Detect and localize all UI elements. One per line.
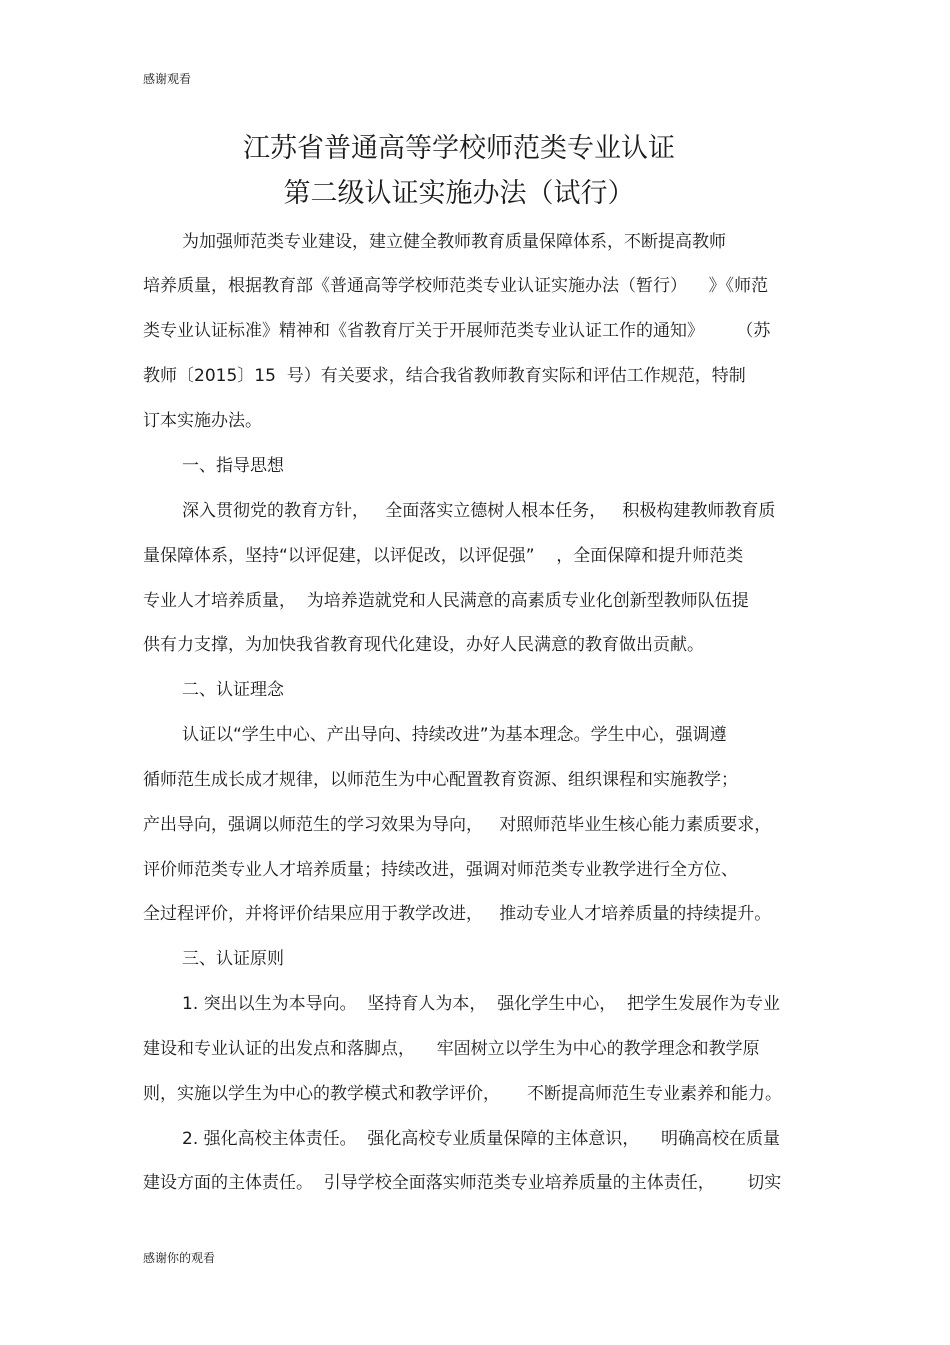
paragraph-line: 为加强师范类专业建设，建立健全教师教育质量保障体系，不断提高教师 <box>182 232 726 252</box>
paragraph-line: 循师范生成长成才规律，以师范生为中心配置教育资源、组织课程和实施教学； <box>143 770 738 790</box>
paragraph-line: 全过程评价，并将评价结果应用于教学改进， 推动专业人才培养质量的持续提升。 <box>143 904 772 924</box>
paragraph-line: 产出导向，强调以师范生的学习效果为导向， 对照师范毕业生核心能力素质要求， <box>143 815 772 835</box>
paragraph-line: 类专业认证标准》精神和《省教育厅关于开展师范类专业认证工作的通知》 （苏 <box>143 321 771 341</box>
document-title-line-1: 江苏省普通高等学校师范类专业认证 <box>243 133 675 164</box>
section-heading: 一、指导思想 <box>182 456 284 476</box>
page-footer: 感谢你的观看 <box>143 1251 216 1265</box>
document-title-line-2: 第二级认证实施办法（试行） <box>283 178 635 209</box>
paragraph-line: 建设和专业认证的出发点和落脚点， 牢固树立以学生为中心的教学理念和教学原 <box>143 1039 760 1059</box>
paragraph-line: 认证以“学生中心、产出导向、持续改进”为基本理念。学生中心，强调遵 <box>182 725 727 745</box>
paragraph-line: 则，实施以学生为中心的教学模式和教学评价， 不断提高师范生专业素养和能力。 <box>143 1084 783 1104</box>
section-heading: 二、认证理念 <box>182 680 284 700</box>
paragraph-line: 1. 突出以生为本导向。 坚持育人为本， 强化学生中心， 把学生发展作为专业 <box>182 994 781 1014</box>
paragraph-line: 2. 强化高校主体责任。 强化高校专业质量保障的主体意识， 明确高校在质量 <box>182 1129 781 1149</box>
paragraph-line: 建设方面的主体责任。 引导学校全面落实师范类专业培养质量的主体责任， 切实 <box>143 1173 782 1193</box>
paragraph-line: 深入贯彻党的教育方针， 全面落实立德树人根本任务， 积极构建教师教育质 <box>182 501 776 521</box>
paragraph-line: 培养质量，根据教育部《普通高等学校师范类专业认证实施办法（暂行） 》《师范 <box>143 276 769 296</box>
paragraph-line: 评价师范类专业人才培养质量；持续改进，强调对师范类专业教学进行全方位、 <box>143 860 738 880</box>
paragraph-line: 专业人才培养质量， 为培养造就党和人民满意的高素质专业化创新型教师队伍提 <box>143 591 749 611</box>
paragraph-line: 量保障体系，坚持“以评促建，以评促改，以评促强” ，全面保障和提升师范类 <box>143 546 744 566</box>
paragraph-line: 供有力支撑，为加快我省教育现代化建设，办好人民满意的教育做出贡献。 <box>143 635 704 655</box>
paragraph-line: 教师〔2015〕15 号）有关要求，结合我省教师教育实际和评估工作规范，特制 <box>143 366 746 386</box>
section-heading: 三、认证原则 <box>182 949 284 969</box>
page-header: 感谢观看 <box>143 72 192 86</box>
paragraph-line: 订本实施办法。 <box>143 411 262 431</box>
